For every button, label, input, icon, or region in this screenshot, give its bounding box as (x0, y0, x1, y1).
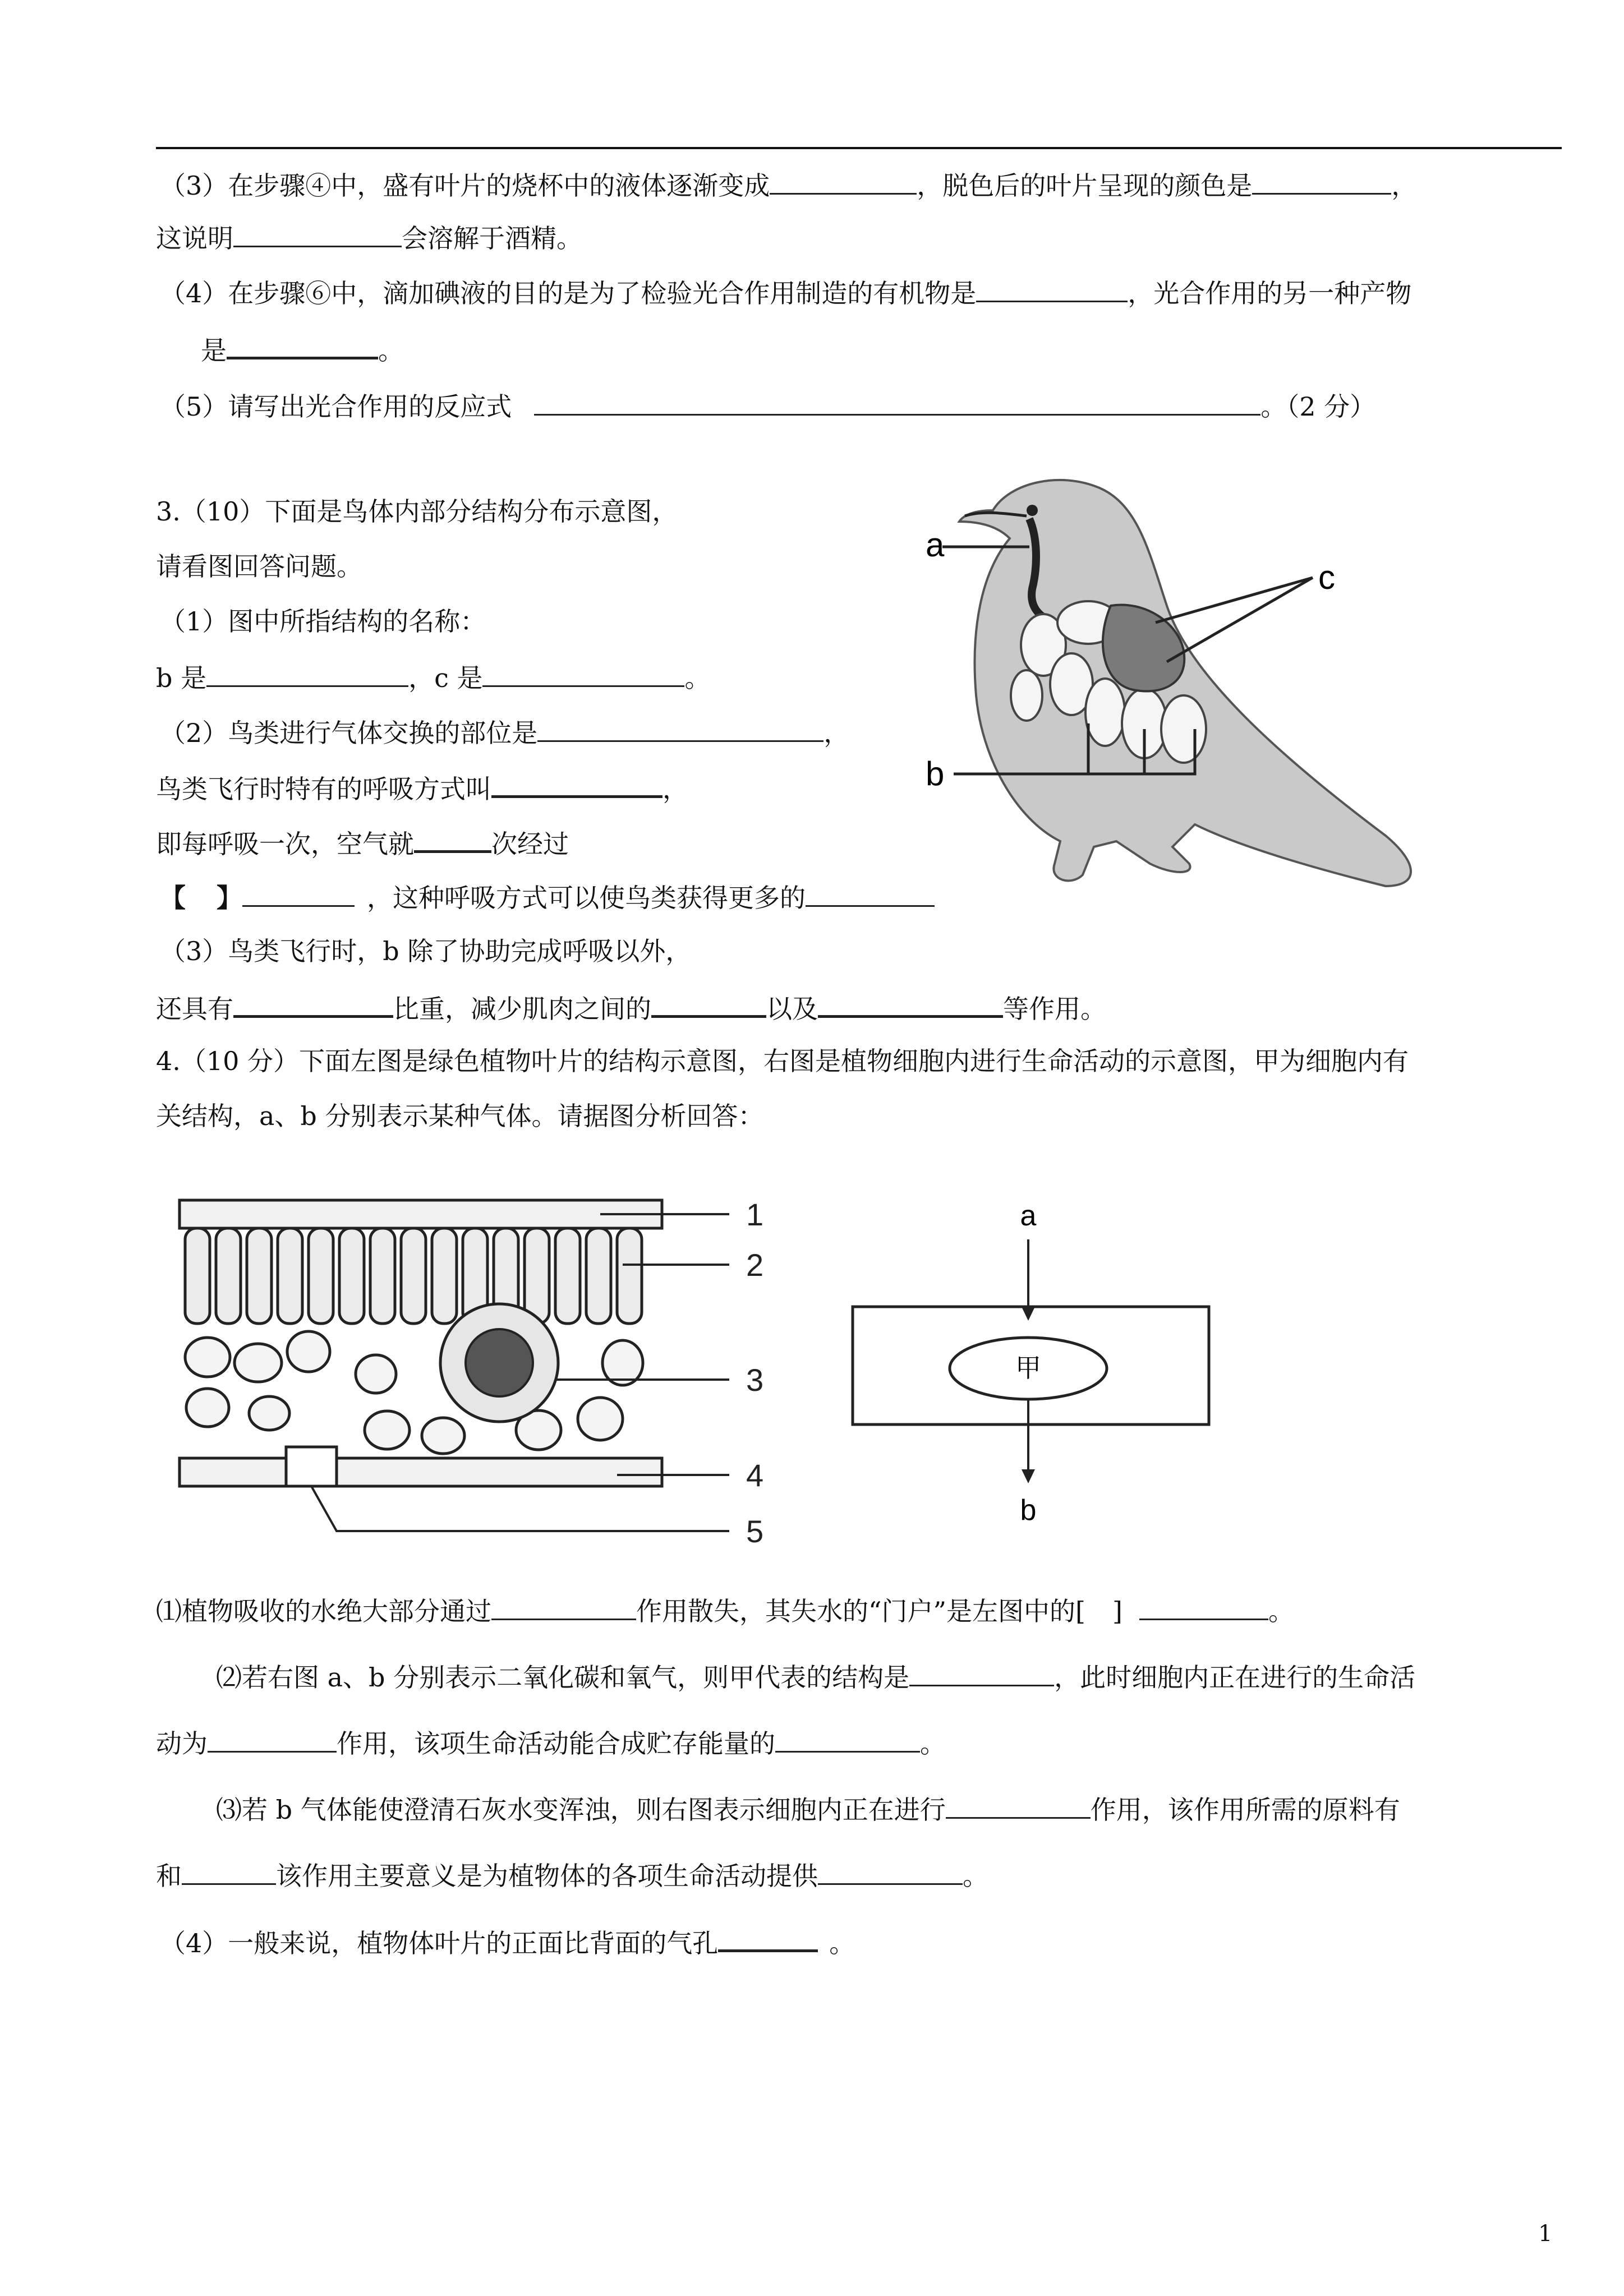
blank[interactable] (775, 1725, 920, 1753)
upper-epidermis (180, 1200, 662, 1228)
text: ⑴植物吸收的水绝大部分通过 (156, 1596, 491, 1626)
blank[interactable] (206, 660, 408, 687)
q4-part4 (160, 1924, 855, 1960)
blank[interactable] (909, 1659, 1054, 1686)
blank[interactable] (1196, 388, 1260, 416)
blank[interactable] (242, 879, 355, 907)
q3-part1-answers (156, 660, 710, 695)
blank[interactable] (482, 660, 684, 687)
q3-part2-line1 (160, 714, 849, 750)
gas-b-label: b (1020, 1494, 1037, 1527)
q4-stem: 4.（10 分）下面左图是绿色植物叶片的结构示意图，右图是植物细胞内进行生命活动的示意图，甲为细胞内有 (156, 1046, 1409, 1076)
blank[interactable] (233, 220, 402, 247)
text: ， (823, 718, 850, 748)
header-rule (156, 147, 1562, 149)
leaf-label-1: 1 (746, 1197, 764, 1232)
bird-eye (1027, 505, 1038, 516)
text: （2）鸟类进行气体交换的部位是 (160, 718, 538, 748)
blank[interactable] (227, 331, 378, 359)
text: 次经过 (491, 829, 569, 859)
text: 即每呼吸一次，空气就 (156, 829, 414, 859)
arrow-out-head (1022, 1469, 1035, 1483)
label-b: b (926, 755, 945, 792)
q2-part3-line1 (160, 167, 1417, 202)
leaf-label-2: 2 (746, 1247, 764, 1283)
text: （4）在步骤⑥中，滴加碘液的目的是为了检验光合作用制造的有机物是 (160, 278, 977, 308)
blank[interactable] (534, 388, 1196, 416)
gas-a-label: a (1020, 1200, 1037, 1232)
spongy-layer (185, 1331, 643, 1454)
label-a: a (926, 526, 945, 564)
text: ， (663, 774, 688, 804)
text: 等作用。 (1003, 994, 1106, 1024)
q4-part1 (156, 1593, 1294, 1628)
q2-part5 (160, 388, 1375, 423)
blank[interactable] (976, 275, 1128, 302)
q3-part1: （1）图中所指结构的名称： (160, 606, 486, 637)
text: ，这种呼吸方式可以使鸟类获得更多的 (367, 883, 806, 913)
blank[interactable] (1139, 1593, 1268, 1620)
text: ⑶若 b 气体能使澄清石灰水变浑浊，则右图表示细胞内正在进行 (216, 1795, 946, 1825)
text: ，光合作用的另一种产物 (1128, 278, 1412, 308)
blank[interactable] (818, 1857, 963, 1885)
text: 作用散失，其失水的“门户”是左图中的[ (636, 1596, 1085, 1626)
stoma (286, 1447, 337, 1486)
blank[interactable] (537, 714, 823, 742)
blank[interactable] (651, 989, 766, 1018)
text: 。 (963, 1861, 988, 1891)
blank[interactable] (491, 769, 663, 798)
leaf-label-3: 3 (746, 1362, 764, 1398)
q4-part2-line1 (216, 1659, 1415, 1694)
text: ，此时细胞内正在进行的生命活 (1054, 1662, 1416, 1693)
leaf-label-4: 4 (746, 1458, 764, 1493)
q3-part3-line1: （3）鸟类飞行时，b 除了协助完成呼吸以外， (160, 936, 692, 966)
text: b 是 (156, 663, 207, 693)
palisade-layer (185, 1228, 642, 1324)
q2-part4-line1 (160, 275, 1411, 310)
blank[interactable] (806, 879, 935, 907)
text: 。（2 分） (1260, 391, 1376, 422)
vein-bundle (440, 1304, 558, 1422)
q3-part2-line3 (156, 824, 569, 861)
blank[interactable] (946, 1791, 1091, 1819)
q4-part3-line2 (156, 1857, 988, 1893)
label-c-line2 (1167, 578, 1313, 662)
text: 作用，该项生命活动能合成贮存能量的 (337, 1728, 775, 1759)
text: 。 (684, 663, 711, 693)
blank[interactable] (1252, 167, 1391, 195)
text: 以及 (766, 994, 818, 1024)
text: 是 (201, 335, 227, 366)
blank[interactable] (818, 989, 1003, 1018)
bracket-close: 】 (217, 883, 242, 913)
q4-part3-line1 (216, 1791, 1400, 1827)
label-c-line1 (1156, 578, 1313, 623)
text: ，c 是 (408, 663, 483, 693)
q3-part2-line2 (156, 769, 688, 806)
structure-jia-label: 甲 (1015, 1353, 1041, 1383)
page-number: 1 (1538, 2221, 1553, 2247)
bracket-open: 【 (160, 883, 186, 913)
blank[interactable] (233, 989, 393, 1018)
text: （5）请写出光合作用的反应式 (160, 391, 512, 422)
bird-diagram (926, 460, 1459, 903)
leaf-label-5: 5 (746, 1514, 764, 1549)
text: 。 (829, 1928, 855, 1958)
text: 作用，该作用所需的原料有 (1090, 1795, 1400, 1825)
text: （4）一般来说，植物体叶片的正面比背面的气孔 (160, 1928, 719, 1958)
text: ⑵若右图 a、b 分别表示二氧化碳和氧气，则甲代表的结构是 (216, 1662, 910, 1693)
q3-stem: 3.（10）下面是鸟体内部分结构分布示意图， (156, 496, 678, 527)
text: 比重，减少肌肉之间的 (393, 994, 651, 1024)
cell-process-diagram (847, 1200, 1217, 1548)
blank[interactable] (414, 824, 491, 853)
q4-stem-2: 关结构，a、b 分别表示某种气体。请据图分析回答： (156, 1101, 764, 1131)
text: 这说明 (156, 223, 233, 253)
blank[interactable] (182, 1857, 276, 1885)
blank[interactable] (718, 1924, 818, 1952)
text: 鸟类飞行时特有的呼吸方式叫 (156, 774, 491, 804)
q2-part4-line2 (201, 331, 404, 367)
text: ] (1112, 1596, 1122, 1626)
text: 还具有 (156, 994, 233, 1024)
text: 。 (1268, 1596, 1294, 1626)
q4-part2-line2 (156, 1725, 946, 1760)
arrow-in-head (1022, 1307, 1035, 1321)
text: 会溶解于酒精。 (402, 223, 582, 253)
q2-part3-line2 (156, 220, 582, 255)
blank[interactable] (208, 1725, 337, 1753)
lower-epidermis (180, 1458, 662, 1486)
label-c: c (1318, 559, 1335, 596)
q3-part2-line4 (160, 879, 935, 915)
text: 和 (156, 1861, 182, 1891)
text: 该作用主要意义是为植物体的各项生命活动提供 (276, 1861, 818, 1891)
text: ， (1391, 170, 1418, 201)
text: 。 (920, 1728, 946, 1759)
text: ，脱色后的叶片呈现的颜色是 (917, 170, 1253, 201)
text: 。 (378, 335, 404, 366)
blank[interactable] (491, 1593, 636, 1620)
text: （3）在步骤④中，盛有叶片的烧杯中的液体逐渐变成 (160, 170, 770, 201)
text: 动为 (156, 1728, 208, 1759)
leaf-cross-section-diagram (174, 1195, 802, 1576)
q3-part3-line2 (156, 989, 1106, 1026)
q3-stem-2: 请看图回答问题。 (156, 551, 362, 582)
blank[interactable] (770, 167, 917, 195)
